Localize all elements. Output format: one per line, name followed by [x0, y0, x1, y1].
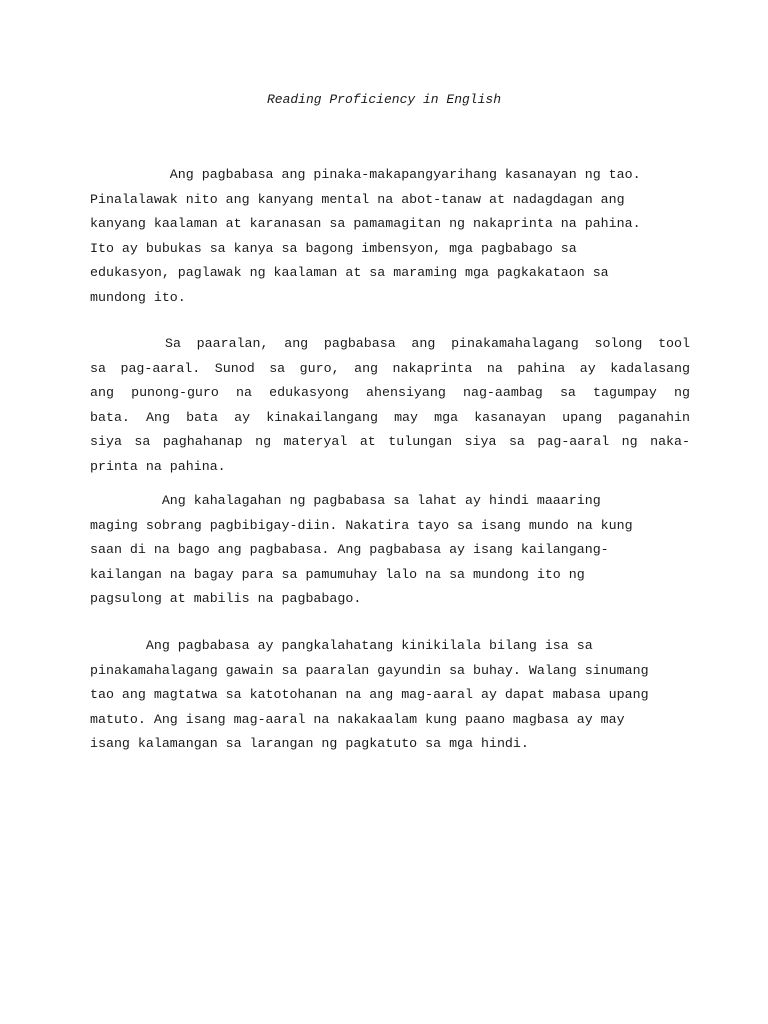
- paragraph-line: edukasyon, paglawak ng kaalaman at sa maraming mga pagkakataon sa: [90, 265, 609, 280]
- paragraph-line: tao ang magtatwa sa katotohanan na ang mag-aaral ay dapat mabasa upang: [90, 687, 649, 702]
- paragraph-2: [90, 332, 690, 479]
- paragraph-line: Sa paaralan, ang pagbabasa ang pinakamahalagang solong tool: [165, 336, 690, 351]
- paragraph-line: saan di na bago ang pagbabasa. Ang pagbabasa ay isang kailangang-: [90, 542, 609, 557]
- paragraph-line: mundong ito.: [90, 289, 186, 305]
- paragraph-line: printa na pahina.: [90, 458, 226, 474]
- paragraph-1: [90, 163, 690, 310]
- paragraph-line: maging sobrang pagbibigay-diin. Nakatira tayo sa isang mundo na kung: [90, 517, 633, 533]
- paragraph-line: Ito ay bubukas sa kanya sa bagong imbensyon, mga pagbabago sa: [90, 240, 577, 256]
- paragraph-line: kanyang kaalaman at karanasan sa pamamagitan ng nakaprinta na pahina.: [90, 216, 641, 231]
- paragraph-line: Pinalalawak nito ang kanyang mental na abot-tanaw at nadagdagan ang: [90, 191, 625, 207]
- paragraph-line: isang kalamangan sa larangan ng pagkatuto sa mga hindi.: [90, 736, 529, 751]
- paragraph-line: Ang kahalagahan ng pagbabasa sa lahat ay hindi maaaring: [90, 493, 601, 508]
- paragraph-line: kailangan na bagay para sa pamumuhay lalo na sa mundong ito ng: [90, 566, 585, 582]
- paragraph-3: [90, 489, 690, 612]
- paragraph-line: pinakamahalagang gawain sa paaralan gayundin sa buhay. Walang sinumang: [90, 662, 649, 678]
- paragraph-4: [90, 634, 690, 757]
- paragraph-line: sa pag-aaral. Sunod sa guro, ang nakaprinta na pahina ay kadalasang: [90, 360, 690, 376]
- document-title: Reading Proficiency in English: [266, 92, 502, 107]
- paragraph-line: Ang pagbabasa ay pangkalahatang kinikilala bilang isa sa: [90, 638, 593, 653]
- paragraph-line: bata. Ang bata ay kinakailangang may mga kasanayan upang paganahin: [90, 409, 690, 425]
- paragraph-line: siya sa paghahanap ng materyal at tulungan siya sa pag-aaral ng naka-: [90, 434, 690, 449]
- paragraph-line: pagsulong at mabilis na pagbabago.: [90, 591, 362, 606]
- paragraph-line: Ang pagbabasa ang pinaka-makapangyarihang kasanayan ng tao.: [90, 167, 641, 182]
- paragraph-line: ang punong-guro na edukasyong ahensiyang nag-aambag sa tagumpay ng: [90, 385, 690, 400]
- paragraph-line: matuto. Ang isang mag-aaral na nakakaalam kung paano magbasa ay may: [90, 711, 625, 727]
